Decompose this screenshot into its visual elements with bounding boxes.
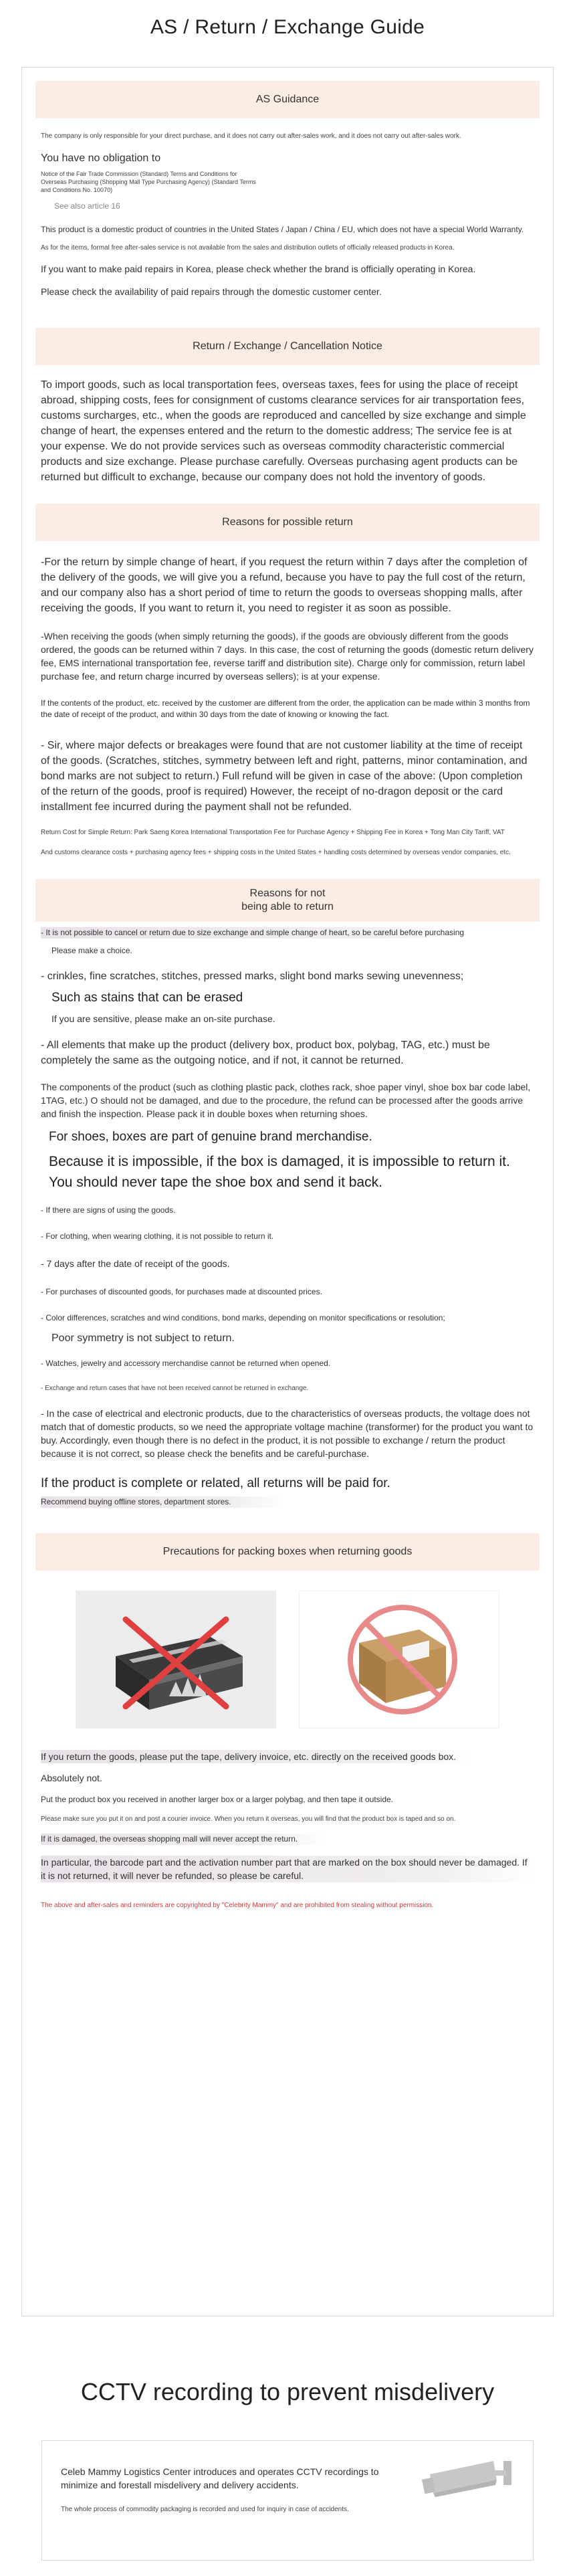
cctv-l2: The whole process of commodity packaging is recorded and used for inquiry in case of accidents. (61, 2506, 349, 2513)
not-l9: Because it is impossible, if the box is damaged, it is impossible to return it. You should never tape the shoe box and send it back. (49, 1154, 510, 1190)
as-line-6: As for the items, formal free after-sales service is not available from the sales and distribution outlets of officially released products in Korea. (41, 244, 455, 252)
shoebox-wrong-image (76, 1591, 276, 1728)
pack-l4: Please make sure you put it on and post a courier invoice. When you return it overseas, you will find that the product box is taped and so on. (41, 1815, 456, 1823)
as-line-1: The company is only responsible for your direct purchase, and it does not carry out after-sales work, and it does not carry out after-sales work. (41, 132, 461, 140)
as-line-3: Notice of the Fair Trade Commission (Standard) Terms and Conditions for Overseas Purchasing (Shopping Mall Type Purchasing Agency) (Standard Terms and Conditions No. 10070) (41, 171, 256, 193)
pack-l3: Put the product box you received in another larger box or a larger polybag, and then tape it outside. (41, 1795, 394, 1804)
not-l20: Recommend buying offline stores, department stores. (41, 1496, 285, 1508)
pack-l2: Absolutely not. (41, 1773, 102, 1783)
packing-header: Precautions for packing boxes when returning goods (35, 1533, 540, 1571)
pack-l6: In particular, the barcode part and the activation number part that are marked on the box should never be damaged. If it is not returned, it will never be refunded, so please be careful. (41, 1856, 534, 1882)
as-line-7: If you want to make paid repairs in Korea, please check whether the brand is officially operating in Korea. (41, 264, 476, 274)
as-guidance-header: AS Guidance (35, 81, 540, 118)
not-return-header-text: Reasons for not being able to return (241, 888, 334, 912)
not-l19: If the product is complete or related, all returns will be paid for. (41, 1476, 390, 1490)
possible-p3: If the contents of the product, etc. received by the customer are different from the order, the application can be made within 3 months from the date of receipt of the product, and within 30 days from the date of knowing or knowing the fact. (41, 698, 530, 719)
not-l3: - crinkles, fine scratches, stitches, pressed marks, slight bond marks sewing unevenness; (41, 971, 464, 982)
not-l14: - Color differences, scratches and wind conditions, bond marks, depending on monitor specifications or resolution; (41, 1313, 445, 1322)
possible-return-header: Reasons for possible return (35, 504, 540, 541)
guide-frame (21, 67, 554, 2316)
not-l12: - 7 days after the date of receipt of the goods. (41, 1258, 230, 1269)
possible-p6: And customs clearance costs + purchasing agency fees + shipping costs in the United States + handling costs determined by overseas vendor companies, etc. (41, 849, 511, 856)
possible-p2: -When receiving the goods (when simply returning the goods), if the goods are obviously different from the goods ordered, the goods can be returned within 7 days. In this case, the cost of returning the goods (domestic return delivery fee, EMS international transportation fee, reverse tariff and distribution site). Charge only for commission, return label purchase fee, and return charge incurred by overseas sellers); is at your expense. (41, 631, 534, 682)
notice-header: Return / Exchange / Cancellation Notice (35, 328, 540, 365)
not-return-header (35, 879, 540, 922)
cctv-frame (41, 2440, 534, 2561)
not-l4: Such as stains that can be erased (51, 991, 243, 1005)
not-l10: - If there are signs of using the goods. (41, 1205, 176, 1215)
pack-l1: If you return the goods, please put the tape, delivery invoice, etc. directly on the received goods box. (41, 1750, 473, 1763)
not-l6: - All elements that make up the product (delivery box, product box, polybag, TAG, etc.) must be completely the same as the outgoing notice, and if not, it cannot be returned. (41, 1039, 490, 1066)
as-line-4: See also article 16 (54, 201, 120, 211)
not-l17: - Exchange and return cases that have not been received cannot be returned in exchange. (41, 1385, 309, 1392)
not-l18: - In the case of electrical and electronic products, due to the characteristics of overseas products, the voltage does not match that of domestic products, so we need the appropriate voltage machine (transformer) for the product you want to buy. Accordingly, even though there is no defect in the product, it is not possible to exchange / return the product because it is not correct, so please check the benefits and be careful-purchase. (41, 1408, 534, 1459)
possible-p4: - Sir, where major defects or breakages were found that are not customer liability at the time of receipt of the goods. (Scratches, stitches, symmetry between left and right, patterns, minor contamination, and bond marks are not subject to return.) Full refund will be given in case of the above: (Upon completion of the return of the goods, proof is required) However, the receipt of no-dragon deposit or the card installment fee incurred during the payment shall not be refunded. (41, 740, 528, 813)
not-l1: - It is not possible to cancel or return due to size exchange and simple change of heart, so be careful before purchasing (41, 927, 466, 938)
notice-body: To import goods, such as local transportation fees, overseas taxes, fees for using the place of receipt abroad, shipping costs, fees for consignment of customs clearance services for air transportation fees, customs surcharges, etc., when the goods are reproduced and cancelled by size exchange and simple change of heart, the expenses entered and the return to the domestic address; The service fee is at your expense. We do not provide services such as overseas commodity characteristic commercial products and size exchange. Please purchase carefully. Overseas purchasing agent products can be returned but difficult to exchange, because our company does not hold the inventory of goods. (41, 379, 526, 483)
possible-p1: -For the return by simple change of heart, if you request the return within 7 days after the completion of the delivery of the goods, we will give you a refund, because you have to pay the full cost of the return, and our company also has a short period of time to return the goods to overseas shopping malls, after receiving the goods, If you want to return it, you need to register it as soon as possible. (41, 557, 528, 614)
cctv-l1: Celeb Mammy Logistics Center introduces and operates CCTV recordings to minimize and forestall misdelivery and delivery accidents. (61, 2466, 379, 2490)
not-l7: The components of the product (such as clothing plastic pack, clothes rack, shoe paper vinyl, shoe box bar code label, 1TAG, etc.) O should not be damaged, and due to the procedure, the refund can be processed after the goods arrive and finish the inspection. Please pack it in double boxes when returning shoes. (41, 1082, 531, 1119)
not-l13: - For purchases of discounted goods, for purchases made at discounted prices. (41, 1287, 322, 1296)
cctv-camera-icon (417, 2454, 517, 2508)
cardboard-box-wrong-image (299, 1591, 499, 1728)
possible-p5: Return Cost for Simple Return: Park Saeng Korea International Transportation Fee for Purchase Agency + Shipping Fee in Korea + Tong Man City Tariff, VAT (41, 829, 505, 836)
cctv-title: CCTV recording to prevent misdelivery (80, 2378, 495, 2405)
as-line-2: You have no obligation to (41, 153, 161, 164)
page-title: AS / Return / Exchange Guide (150, 16, 425, 38)
not-l5: If you are sensitive, please make an on-site purchase. (51, 1013, 275, 1024)
taped-shoebox-x-icon (89, 1596, 263, 1723)
cardboard-box-no-icon (312, 1596, 486, 1723)
packing-images (22, 1591, 553, 1728)
not-l16: - Watches, jewelry and accessory merchandise cannot be returned when opened. (41, 1359, 331, 1368)
not-l11: - For clothing, when wearing clothing, it is not possible to return it. (41, 1231, 274, 1241)
not-l8: For shoes, boxes are part of genuine brand merchandise. (49, 1130, 372, 1144)
not-l2: Please make a choice. (51, 946, 132, 955)
as-line-8: Please check the availability of paid repairs through the domestic customer center. (41, 286, 382, 297)
pack-l5: If it is damaged, the overseas shopping mall will never accept the return. (41, 1834, 326, 1845)
not-l15: Poor symmetry is not subject to return. (51, 1332, 235, 1344)
as-line-5: This product is a domestic product of countries in the United States / Japan / China / EU, which does not have a special World Warranty. (41, 225, 524, 234)
copyright-notice: The above and after-sales and reminders are copyrighted by "Celebrity Mammy" and are prohibited from stealing without permission. (41, 1902, 434, 1909)
